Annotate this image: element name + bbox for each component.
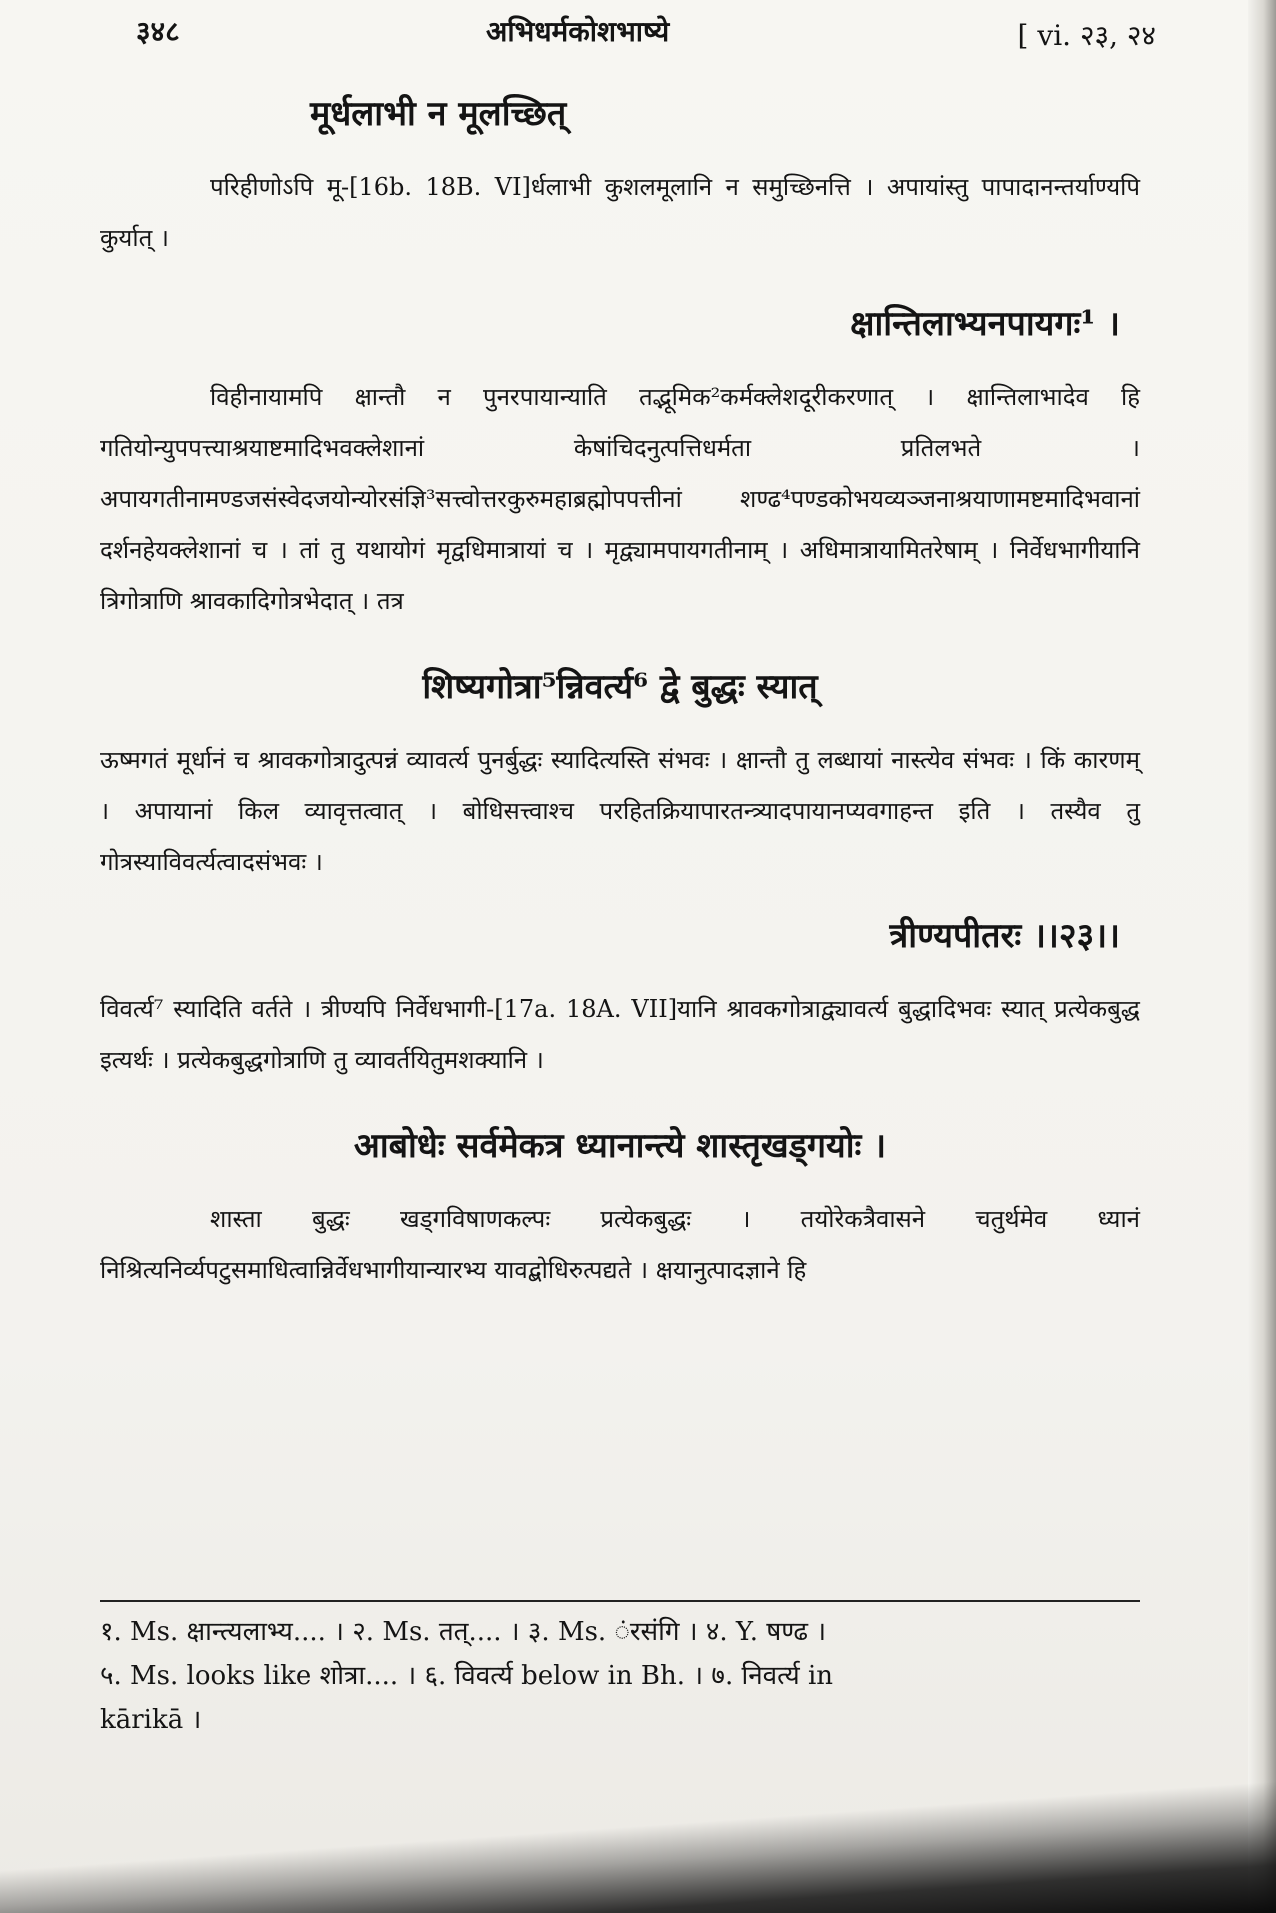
commentary-paragraph-3: ऊष्मगतं मूर्धानं च श्रावकगोत्रादुत्पन्नं व्यावर्त्य पुनर्बुद्धः स्यादित्यस्ति संभवः । क्षान्तौ तु लब्धायां नास्त्येव संभवः । किं कारणम् । अपायानां किल व्यावृत्तत्वात् । बोधिसत्त्वाश्च परहितक्रियापारतन्त्र्यादपायानप्यवगाहन्त इति । तस्यैव तु गोत्रस्याविवर्त्यत्वादसंभवः । bbox=[100, 746, 1140, 876]
footnote-line-3: kārikā । bbox=[100, 1705, 202, 1735]
karika-verse-1: मूर्धलाभी न मूलच्छित् bbox=[310, 94, 567, 134]
karika-verse-4: त्रीण्यपीतरः ।।२३।। bbox=[889, 916, 1120, 956]
commentary-paragraph-5: शास्ता बुद्धः खड्गविषाणकल्पः प्रत्येकबुद्धः । तयोरेकत्रैवासने चतुर्थमेव ध्यानं निश्रित्यनिर्व्यपटुसमाधित्वान्निर्वेधभागीयान्यारभ्य यावद्बोधिरुत्पद्यते । क्षयानुत्पादज्ञाने हि bbox=[100, 1205, 1140, 1284]
footnote-line-2: ५. Ms. looks like शोत्रा.... । ६. विवर्त्य below in Bh. । ७. निवर्त्य in bbox=[100, 1661, 834, 1691]
page-edge-shadow bbox=[1248, 0, 1276, 1913]
footnotes bbox=[100, 1600, 1140, 1742]
page-header bbox=[136, 12, 1156, 62]
karika-verse-3: शिष्यगोत्रा⁵न्निवर्त्य⁶ द्वे बुद्धः स्यात् bbox=[422, 667, 818, 707]
page-number: ३४८ bbox=[136, 15, 180, 48]
section-reference: [ vi. २३, २४ bbox=[1017, 19, 1156, 52]
footnote-line-1: १. Ms. क्षान्त्यलाभ्य.... । २. Ms. तत्.... । ३. Ms. ंरसंगि । ४. Y. षण्ढ । bbox=[100, 1617, 827, 1647]
page-body bbox=[100, 88, 1140, 1296]
scan-bottom-shadow bbox=[0, 1763, 1276, 1913]
karika-verse-5: आबोधेः सर्वमेकत्र ध्यानान्त्ये शास्तृखड्गयोः । bbox=[353, 1126, 887, 1166]
karika-verse-2: क्षान्तिलाभ्यनपायगः¹ । bbox=[850, 304, 1120, 344]
commentary-paragraph-1: परिहीणोऽपि मू-[16b. 18B. VI]र्धलाभी कुशलमूलानि न समुच्छिनत्ति । अपायांस्तु पापादानन्तर्याण्यपि कुर्यात् । bbox=[100, 173, 1140, 252]
commentary-paragraph-2: विहीनायामपि क्षान्तौ न पुनरपायान्याति तद्भूमिक²कर्मक्लेशदूरीकरणात् । क्षान्तिलाभादेव हि गतियोन्युपपत्त्याश्रयाष्टमादिभवक्लेशानां केषांचिदनुत्पत्तिधर्मता प्रतिलभते । अपायगतीनामण्डजसंस्वेदजयोन्योरसंज्ञि³सत्त्वोत्तरकुरुमहाब्रह्मोपपत्तीनां शण्ढ⁴पण्डकोभयव्यञ्जनाश्रयाणामष्टमादिभवानां दर्शनहेयक्लेशानां च । तां तु यथायोगं मृद्वधिमात्रायां च । मृद्व्यामपायगतीनाम् । अधिमात्रायामितरेषाम् । निर्वेधभागीयानि त्रिगोत्राणि श्रावकादिगोत्रभेदात् । तत्र bbox=[100, 383, 1140, 615]
commentary-paragraph-4: विवर्त्य⁷ स्यादिति वर्तते । त्रीण्यपि निर्वेधभागी-[17a. 18A. VII]यानि श्रावकगोत्राद्व्यावर्त्य बुद्धादिभवः स्यात् प्रत्येकबुद्ध इत्यर्थः । प्रत्येकबुद्धगोत्राणि तु व्यावर्तयितुमशक्यानि । bbox=[100, 995, 1140, 1074]
running-title: अभिधर्मकोशभाष्ये bbox=[486, 15, 670, 48]
